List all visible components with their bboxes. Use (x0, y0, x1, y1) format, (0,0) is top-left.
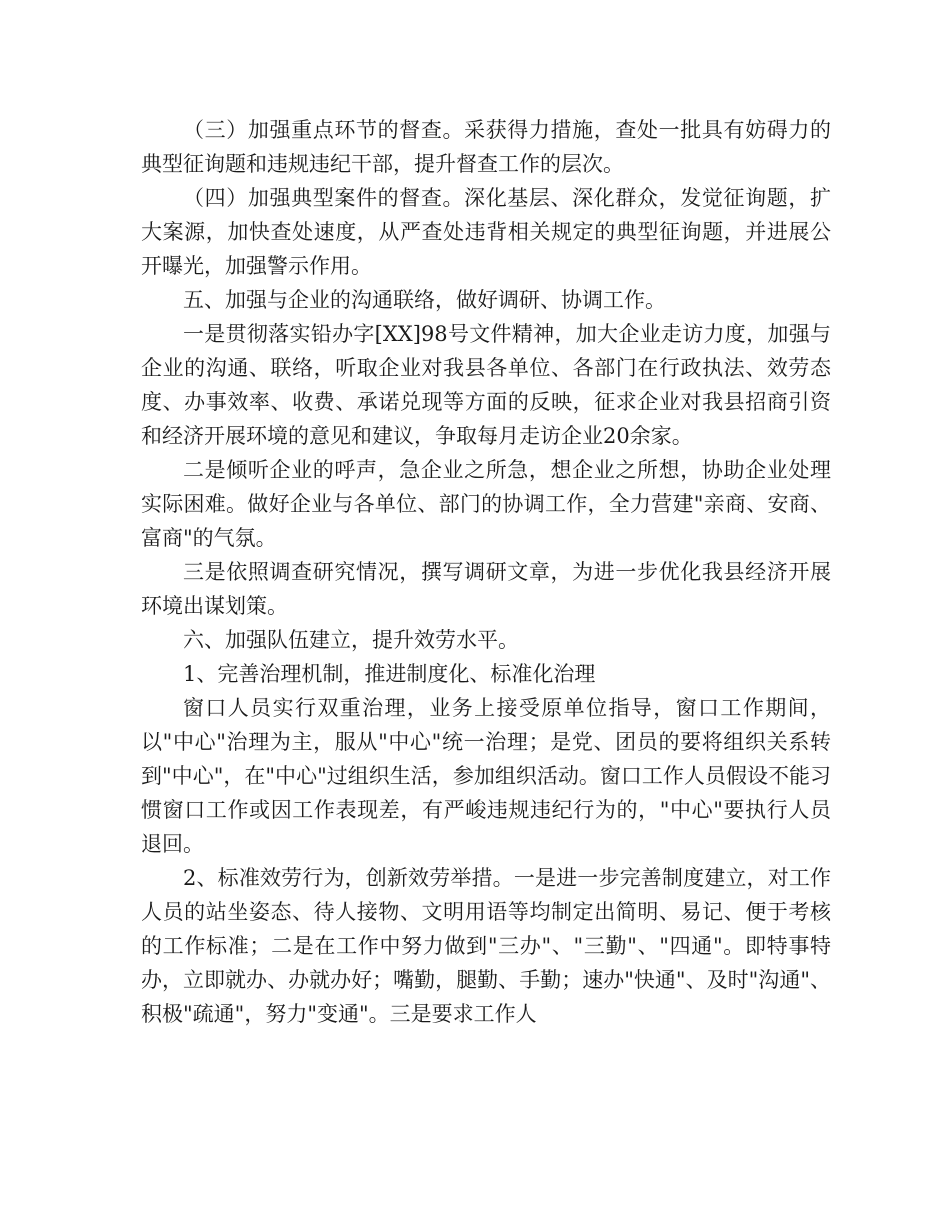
paragraph-item-three: 三是依照调查研究情况，撰写调研文章，为进一步优化我县经济开展环境出谋划策。 (141, 560, 831, 618)
paragraph-section-3: （三）加强重点环节的督查。采获得力措施，查处一批具有妨碍力的典型征询题和违规违纪干部，提升督查工作的层次。 (141, 118, 831, 176)
paragraph-item-one: 一是贯彻落实铅办字[XX]98号文件精神，加大企业走访力度，加强与企业的沟通、联络，听取企业对我县各单位、各部门在行政执法、效劳态度、办事效率、收费、承诺兑现等方面的反映，征求企业对我县招商引资和经济开展环境的意见和建议，争取每月走访企业20余家。 (141, 322, 831, 448)
heading-section-six: 六、加强队伍建立，提升效劳水平。 (183, 628, 519, 652)
subheading-2-paragraph: 2、标准效劳行为，创新效劳举措。一是进一步完善制度建立，对工作人员的站坐姿态、待人接物、文明用语等均制定出简明、易记、便于考核的工作标准；二是在工作中努力做到"三办"、"三勤"、"四通"。即特事特办，立即就办、办就办好；嘴勤，腿勤、手勤；速办"快通"、及时"沟通"、积极"疏通"，努力"变通"。三是要求工作人 (141, 866, 831, 1026)
paragraph-window-staff: 窗口人员实行双重治理，业务上接受原单位指导，窗口工作期间，以"中心"治理为主，服从"中心"统一治理；是党、团员的要将组织关系转到"中心"，在"中心"过组织生活，参加组织活动。窗口工作人员假设不能习惯窗口工作或因工作表现差，有严峻违规违纪行为的，"中心"要执行人员退回。 (141, 696, 831, 856)
paragraph-section-4: （四）加强典型案件的督查。深化基层、深化群众，发觉征询题，扩大案源，加快查处速度，从严查处违背相关规定的典型征询题，并进展公开曝光，加强警示作用。 (141, 186, 831, 278)
document-page (141, 113, 831, 1031)
heading-section-five: 五、加强与企业的沟通联络，做好调研、协调工作。 (183, 288, 666, 312)
paragraph-item-two: 二是倾听企业的呼声，急企业之所急，想企业之所想，协助企业处理实际困难。做好企业与各单位、部门的协调工作，全力营建"亲商、安商、富商"的气氛。 (141, 458, 831, 550)
subheading-1: 1、完善治理机制，推进制度化、标准化治理 (183, 662, 596, 686)
